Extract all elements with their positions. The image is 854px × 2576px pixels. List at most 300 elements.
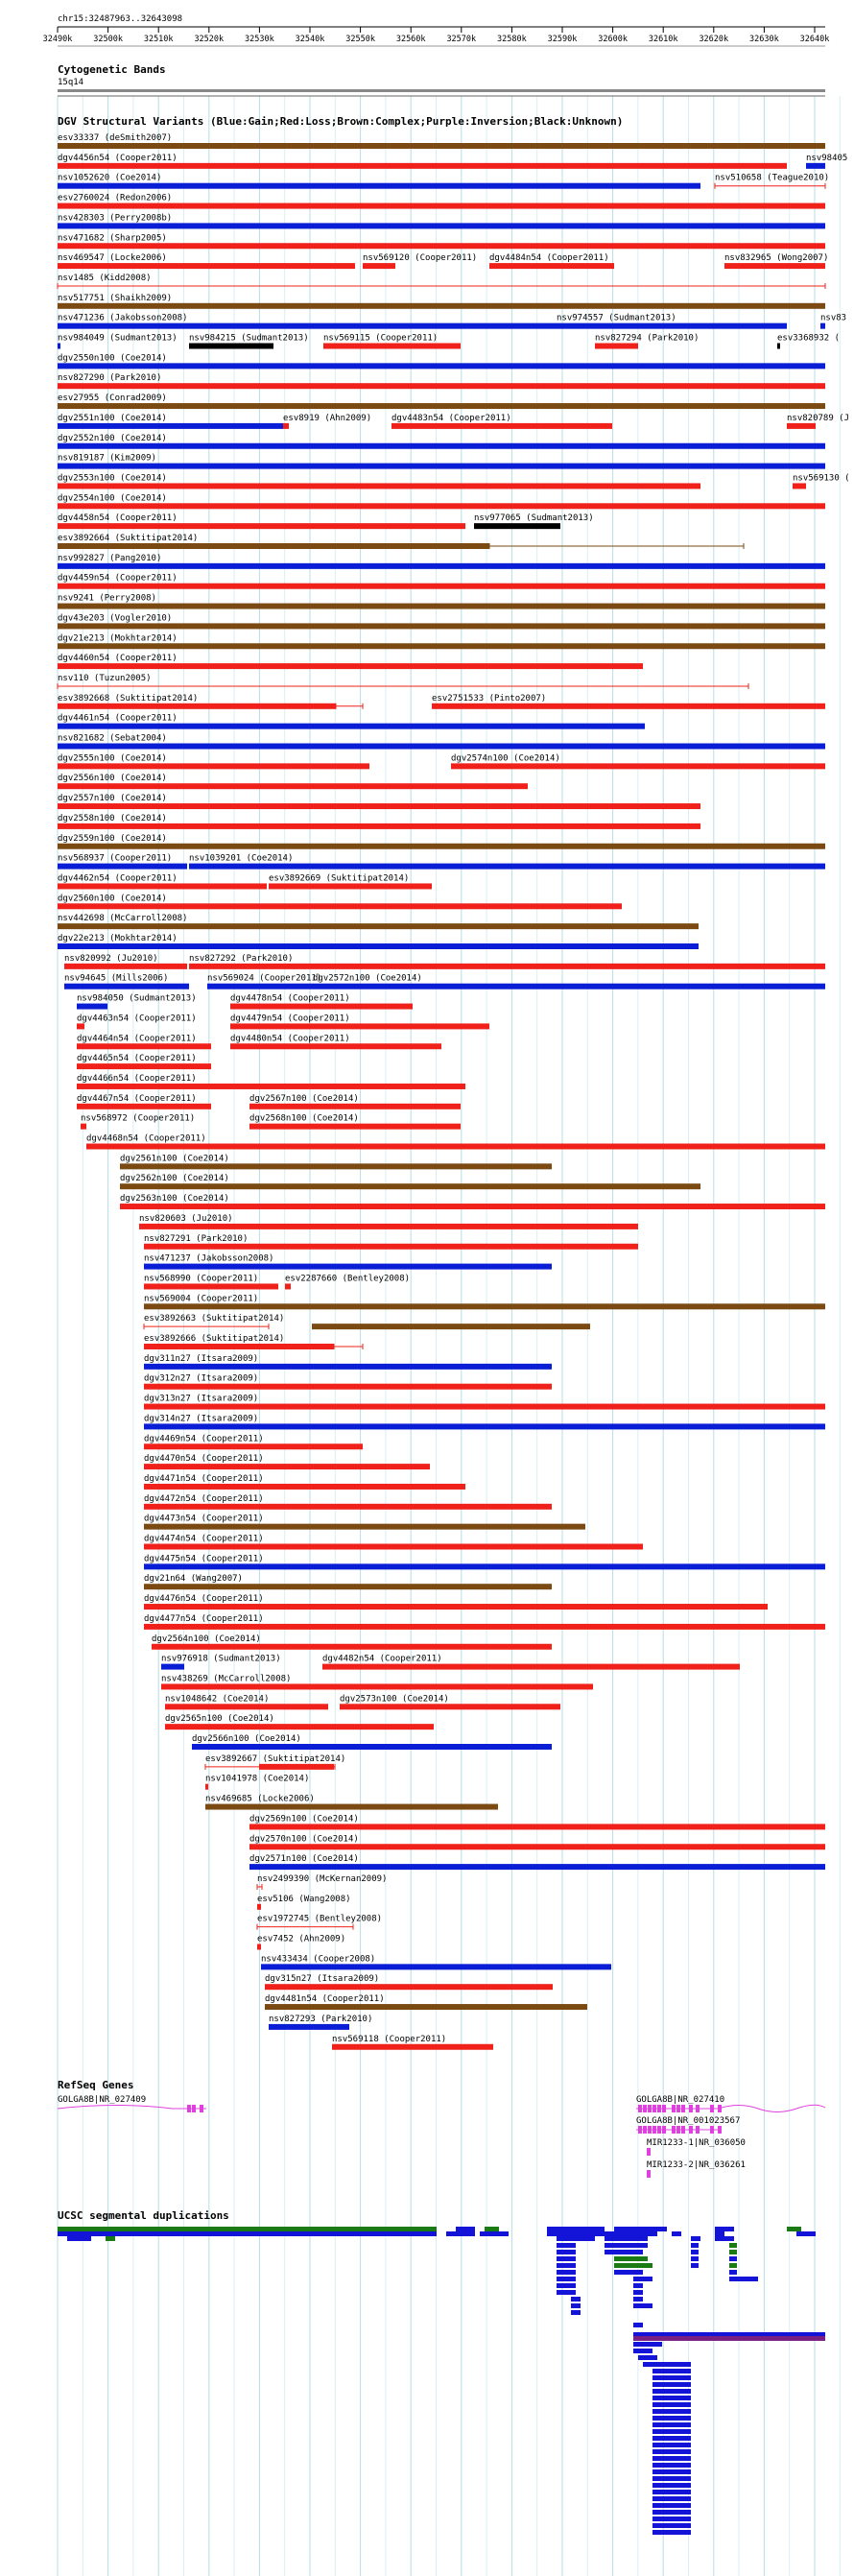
ruler-tick-label: 32620k [699, 35, 729, 44]
dgv-feature-label: dgv2569n100 (Coe2014) [249, 1814, 359, 1825]
dgv-feature[interactable] [58, 383, 825, 389]
dgv-feature[interactable] [144, 1344, 334, 1349]
dgv-row [58, 314, 846, 329]
ruler-tick-label: 32600k [598, 35, 628, 44]
dgv-feature-label: dgv4478n54 (Cooper2011) [230, 993, 350, 1004]
refseq-gene[interactable] [636, 2095, 825, 2112]
dgv-feature-label: dgv2551n100 (Coe2014) [58, 413, 167, 423]
dgv-row [332, 2035, 493, 2050]
dgv-row [144, 1515, 585, 1530]
dgv-feature[interactable] [58, 223, 825, 228]
dgv-feature-label: nsv1039201 (Coe2014) [189, 853, 294, 864]
segdup-feature[interactable] [633, 2323, 643, 2327]
segdup-feature[interactable] [638, 2355, 657, 2360]
dgv-feature[interactable] [165, 1704, 328, 1709]
dgv-feature-label: dgv4477n54 (Cooper2011) [144, 1613, 264, 1624]
dgv-feature[interactable] [192, 1744, 552, 1750]
dgv-feature[interactable] [313, 984, 825, 990]
dgv-feature[interactable] [257, 1904, 261, 1910]
dgv-feature[interactable] [285, 1283, 291, 1289]
dgv-feature[interactable] [58, 704, 336, 709]
segdup-feature[interactable] [557, 2236, 595, 2241]
dgv-feature[interactable] [77, 1063, 211, 1069]
segdup-feature[interactable] [715, 2236, 734, 2241]
gene-exon [696, 2126, 700, 2134]
dgv-feature-label: dgv4479n54 (Cooper2011) [230, 1014, 350, 1024]
segdup-feature[interactable] [614, 2263, 652, 2268]
dgv-feature[interactable] [806, 163, 825, 169]
gene-intron [718, 2105, 825, 2111]
dgv-feature[interactable] [58, 903, 622, 909]
dgv-feature-label: nsv510658 (Teague2010) [715, 173, 830, 183]
dgv-row [257, 1874, 387, 1890]
dgv-feature[interactable] [58, 724, 645, 729]
dgv-feature[interactable] [144, 1624, 825, 1630]
dgv-feature[interactable] [77, 1084, 465, 1089]
segdup-feature[interactable] [652, 2429, 691, 2434]
dgv-feature[interactable] [332, 2044, 493, 2050]
segdup-feature[interactable] [652, 2382, 691, 2387]
cytoband-track-title[interactable]: Cytogenetic Bands [58, 63, 166, 76]
segdup-feature[interactable] [715, 2227, 734, 2231]
dgv-feature-label: dgv4481n54 (Cooper2011) [265, 1994, 385, 2005]
segdup-feature[interactable] [652, 2490, 691, 2494]
dgv-row [58, 194, 825, 209]
dgv-feature-label: nsv984049 (Sudmant2013) [58, 333, 178, 344]
gene-exon [647, 2148, 651, 2156]
dgv-feature[interactable] [269, 2024, 349, 2030]
segdup-feature[interactable] [652, 2503, 691, 2508]
segdup-feature[interactable] [67, 2236, 91, 2241]
dgv-feature[interactable] [139, 1224, 638, 1229]
segdup-feature[interactable] [691, 2236, 700, 2241]
dgv-row [161, 1655, 740, 1670]
dgv-feature-label: esv1972745 (Bentley2008) [257, 1914, 383, 1924]
segdup-feature[interactable] [633, 2336, 825, 2341]
segdup-feature[interactable] [446, 2231, 475, 2236]
segdup-feature[interactable] [633, 2283, 643, 2288]
gene-exon [662, 2105, 666, 2112]
dgv-row [77, 1014, 489, 1029]
dgv-feature-label: nsv438269 (McCarroll2008) [161, 1674, 292, 1684]
dgv-feature[interactable] [77, 1104, 211, 1109]
cytoband-label: 15q14 [58, 78, 84, 87]
dgv-feature[interactable] [322, 1664, 740, 1670]
segdup-feature[interactable] [652, 2369, 691, 2373]
ruler-tick-label: 32590k [547, 35, 578, 44]
segdup-feature[interactable] [652, 2510, 691, 2515]
dgv-feature[interactable] [312, 1324, 590, 1329]
dgv-feature[interactable] [144, 1504, 552, 1510]
segdup-feature[interactable] [652, 2422, 691, 2427]
dgv-feature[interactable] [58, 543, 489, 549]
dgv-feature[interactable] [144, 1264, 552, 1270]
dgv-row [64, 954, 825, 969]
segdup-track-title[interactable]: UCSC segmental duplications [58, 2209, 229, 2222]
gene-exon [689, 2105, 693, 2112]
dgv-row [144, 1354, 552, 1370]
dgv-feature-label: dgv21e213 (Mokhtar2014) [58, 633, 178, 644]
dgv-feature-label: dgv314n27 (Itsara2009) [144, 1414, 259, 1424]
gene-exon [648, 2105, 652, 2112]
segdup-feature[interactable] [557, 2256, 576, 2261]
segdup-feature[interactable] [652, 2476, 691, 2481]
refseq-gene[interactable] [647, 2160, 746, 2178]
gene-exon [647, 2170, 651, 2178]
dgv-track-title[interactable]: DGV Structural Variants (Blue:Gain;Red:Loss;Brown:Complex;Purple:Inversion;Black:Unknown) [58, 115, 624, 128]
segdup-feature[interactable] [729, 2243, 737, 2248]
segdup-feature[interactable] [787, 2227, 801, 2231]
cytoband-bar[interactable] [58, 89, 825, 92]
segdup-feature[interactable] [633, 2290, 643, 2295]
segdup-feature[interactable] [614, 2227, 667, 2231]
segdup-feature[interactable] [557, 2250, 576, 2254]
dgv-feature[interactable] [323, 344, 461, 349]
dgv-feature[interactable] [77, 1043, 211, 1049]
dgv-feature-label: dgv4456n54 (Cooper2011) [58, 153, 178, 163]
segdup-feature[interactable] [485, 2227, 499, 2231]
segdup-feature[interactable] [633, 2277, 652, 2281]
segdup-feature[interactable] [557, 2277, 576, 2281]
dgv-feature[interactable] [120, 1163, 552, 1169]
dgv-feature[interactable] [58, 923, 699, 929]
segdup-feature[interactable] [729, 2277, 758, 2281]
dgv-feature-label: dgv2566n100 (Coe2014) [192, 1734, 301, 1744]
dgv-feature[interactable] [58, 143, 825, 149]
ruler-tick-label: 32560k [395, 35, 426, 44]
dgv-feature-label: dgv4458n54 (Cooper2011) [58, 513, 178, 524]
dgv-feature[interactable] [259, 1764, 334, 1770]
dgv-feature[interactable] [557, 323, 787, 329]
dgv-feature-label: dgv311n27 (Itsara2009) [144, 1353, 259, 1364]
gene-exon [681, 2105, 685, 2112]
dgv-feature[interactable] [58, 243, 825, 249]
dgv-feature-label: dgv2558n100 (Coe2014) [58, 813, 167, 823]
dgv-feature[interactable] [283, 423, 289, 429]
dgv-row [58, 694, 825, 709]
dgv-feature[interactable] [144, 1423, 825, 1429]
dgv-feature[interactable] [230, 1023, 489, 1029]
segdup-feature[interactable] [480, 2231, 509, 2236]
dgv-feature-label: esv27955 (Conrad2009) [58, 394, 167, 404]
segdup-feature[interactable] [58, 2227, 249, 2231]
dgv-feature[interactable] [58, 303, 825, 309]
dgv-feature[interactable] [144, 1364, 552, 1370]
dgv-feature[interactable] [230, 1004, 413, 1010]
dgv-feature[interactable] [144, 1404, 825, 1410]
refseq-track [58, 2095, 825, 2178]
dgv-feature[interactable] [58, 203, 825, 209]
ruler-tick-label: 32630k [749, 35, 779, 44]
dgv-feature[interactable] [249, 1864, 825, 1870]
segdup-feature[interactable] [557, 2270, 576, 2275]
dgv-feature[interactable] [58, 523, 465, 529]
dgv-feature-label: nsv992827 (Pang2010) [58, 553, 162, 563]
dgv-feature[interactable] [189, 864, 825, 870]
segdup-feature[interactable] [633, 2349, 652, 2353]
dgv-row [58, 674, 748, 689]
segdup-feature[interactable] [557, 2290, 576, 2295]
segdup-feature[interactable] [729, 2256, 737, 2261]
segdup-feature[interactable] [633, 2342, 662, 2347]
segdup-feature[interactable] [605, 2250, 643, 2254]
segdup-feature[interactable] [715, 2231, 724, 2236]
dgv-row [58, 454, 825, 469]
dgv-feature[interactable] [120, 1204, 825, 1209]
dgv-feature[interactable] [451, 763, 825, 769]
dgv-feature[interactable] [144, 1604, 768, 1610]
gene-exon [192, 2105, 196, 2112]
dgv-feature-label: nsv110 (Tuzun2005) [58, 673, 152, 683]
segdup-feature[interactable] [652, 2530, 691, 2535]
dgv-feature[interactable] [144, 1584, 552, 1589]
dgv-feature[interactable] [340, 1704, 560, 1709]
dgv-row [58, 473, 850, 489]
segdup-feature[interactable] [652, 2436, 691, 2441]
dgv-feature[interactable] [144, 1303, 825, 1309]
dgv-feature[interactable] [58, 503, 825, 509]
dgv-feature[interactable] [58, 423, 283, 429]
dgv-row [58, 633, 825, 649]
dgv-feature-label: dgv2556n100 (Coe2014) [58, 774, 167, 784]
dgv-feature[interactable] [432, 704, 825, 709]
dgv-feature[interactable] [58, 163, 787, 169]
dgv-feature[interactable] [787, 423, 816, 429]
dgv-feature[interactable] [58, 584, 825, 589]
dgv-feature[interactable] [820, 323, 825, 329]
dgv-feature[interactable] [161, 1664, 184, 1670]
refseq-gene[interactable] [647, 2138, 746, 2156]
dgv-feature[interactable] [58, 464, 825, 469]
segdup-feature[interactable] [729, 2250, 737, 2254]
dgv-feature[interactable] [489, 263, 614, 269]
dgv-feature[interactable] [249, 1824, 825, 1829]
dgv-feature[interactable] [793, 483, 806, 489]
dgv-feature[interactable] [230, 1043, 441, 1049]
segdup-feature[interactable] [571, 2303, 581, 2308]
dgv-row [58, 294, 825, 309]
segdup-feature[interactable] [652, 2396, 691, 2400]
dgv-feature[interactable] [474, 523, 560, 529]
segdup-feature[interactable] [652, 2375, 691, 2380]
dgv-feature[interactable] [58, 803, 700, 809]
segdup-feature[interactable] [652, 2523, 691, 2528]
dgv-feature[interactable] [144, 1484, 465, 1490]
dgv-row [58, 253, 828, 269]
dgv-row [205, 1775, 309, 1790]
dgv-feature[interactable] [77, 1023, 84, 1029]
segdup-feature[interactable] [652, 2362, 691, 2367]
dgv-feature-label: nsv827292 (Park2010) [189, 953, 294, 964]
segdup-feature[interactable] [571, 2310, 581, 2315]
dgv-row [144, 1554, 825, 1569]
dgv-feature[interactable] [81, 1124, 86, 1130]
dgv-feature[interactable] [595, 344, 638, 349]
segdup-feature[interactable] [614, 2270, 643, 2275]
dgv-row [139, 1214, 638, 1229]
segdup-feature[interactable] [652, 2456, 691, 2461]
dgv-feature[interactable] [58, 443, 825, 449]
segdup-feature[interactable] [652, 2483, 691, 2488]
segdup-feature[interactable] [691, 2250, 699, 2254]
refseq-gene-label: MIR1233-2|NR_036261 [647, 2160, 746, 2170]
dgv-feature[interactable] [144, 1563, 825, 1569]
dgv-feature[interactable] [724, 263, 825, 269]
segdup-feature[interactable] [652, 2449, 691, 2454]
dgv-feature[interactable] [189, 344, 273, 349]
segdup-feature[interactable] [796, 2231, 816, 2236]
ruler-tick-label: 32490k [42, 35, 73, 44]
dgv-feature[interactable] [144, 1524, 585, 1530]
segdup-feature[interactable] [652, 2469, 691, 2474]
dgv-row [58, 613, 825, 629]
dgv-row [58, 814, 700, 829]
dgv-feature[interactable] [777, 344, 780, 349]
segdup-feature[interactable] [691, 2263, 699, 2268]
dgv-feature[interactable] [64, 984, 189, 990]
segdup-feature[interactable] [106, 2236, 115, 2241]
segdup-feature[interactable] [557, 2243, 576, 2248]
dgv-feature[interactable] [58, 344, 60, 349]
dgv-feature-label: nsv469547 (Locke2006) [58, 253, 167, 264]
dgv-row [144, 1494, 552, 1510]
dgv-feature[interactable] [261, 1964, 611, 1969]
segdup-feature[interactable] [652, 2389, 691, 2394]
dgv-row [58, 873, 432, 889]
dgv-feature[interactable] [144, 1544, 643, 1550]
segdup-feature[interactable] [557, 2263, 576, 2268]
dgv-feature[interactable] [58, 663, 643, 669]
dgv-feature[interactable] [205, 1784, 208, 1790]
dgv-feature[interactable] [58, 744, 825, 750]
dgv-feature[interactable] [269, 883, 432, 889]
dgv-feature[interactable] [58, 643, 825, 649]
segdup-feature[interactable] [557, 2283, 576, 2288]
segdup-feature[interactable] [652, 2402, 691, 2407]
dgv-feature-label: nsv568972 (Cooper2011) [81, 1113, 196, 1124]
dgv-feature[interactable] [144, 1384, 552, 1390]
dgv-row [58, 133, 825, 149]
dgv-row [58, 854, 825, 870]
dgv-feature[interactable] [363, 263, 395, 269]
dgv-feature[interactable] [144, 1244, 638, 1250]
dgv-feature[interactable] [86, 1144, 825, 1150]
dgv-feature[interactable] [189, 964, 825, 969]
segdup-feature[interactable] [729, 2270, 737, 2275]
dgv-feature-label: nsv976918 (Sudmant2013) [161, 1654, 281, 1664]
dgv-feature[interactable] [207, 984, 313, 990]
dgv-feature-label: nsv569115 (Cooper2011) [323, 333, 439, 344]
segdup-feature[interactable] [605, 2231, 657, 2236]
ruler-tick-label: 32640k [799, 35, 830, 44]
dgv-feature-label: dgv2562n100 (Coe2014) [120, 1174, 229, 1184]
segdup-feature[interactable] [691, 2243, 699, 2248]
dgv-feature[interactable] [391, 423, 612, 429]
dgv-feature[interactable] [58, 823, 700, 829]
refseq-track-title[interactable]: RefSeq Genes [58, 2079, 134, 2091]
dgv-row [265, 1974, 553, 1990]
dgv-feature[interactable] [58, 943, 699, 949]
segdup-feature[interactable] [605, 2243, 648, 2248]
refseq-gene-label: GOLGA8B|NR_027409 [58, 2095, 147, 2105]
segdup-feature[interactable] [633, 2303, 652, 2308]
ruler-tick-label: 32580k [497, 35, 527, 44]
dgv-feature[interactable] [161, 1683, 593, 1689]
dgv-feature-label: dgv4459n54 (Cooper2011) [58, 573, 178, 584]
ruler-tick-label: 32610k [648, 35, 678, 44]
dgv-feature-label: esv2751533 (Pinto2007) [432, 693, 547, 704]
dgv-feature[interactable] [120, 1183, 700, 1189]
segdup-feature[interactable] [691, 2256, 699, 2261]
dgv-feature[interactable] [144, 1283, 278, 1289]
segdup-feature[interactable] [456, 2227, 475, 2231]
dgv-feature[interactable] [58, 864, 187, 870]
segdup-feature[interactable] [633, 2297, 643, 2302]
dgv-feature[interactable] [144, 1443, 363, 1449]
segdup-feature[interactable] [202, 2231, 437, 2236]
segdup-feature[interactable] [614, 2256, 648, 2261]
segdup-feature[interactable] [672, 2231, 681, 2236]
dgv-feature[interactable] [58, 623, 825, 629]
dgv-feature[interactable] [205, 1804, 498, 1810]
dgv-feature[interactable] [249, 1104, 461, 1109]
dgv-feature[interactable] [58, 604, 825, 609]
dgv-feature[interactable] [249, 1844, 825, 1849]
segdup-feature[interactable] [652, 2416, 691, 2421]
dgv-feature[interactable] [58, 563, 825, 569]
segdup-feature[interactable] [652, 2443, 691, 2447]
segdup-feature[interactable] [652, 2516, 691, 2521]
dgv-feature[interactable] [265, 1984, 553, 1990]
segdup-feature[interactable] [547, 2227, 605, 2231]
segdup-feature[interactable] [58, 2231, 202, 2236]
dgv-feature[interactable] [58, 483, 700, 489]
dgv-feature[interactable] [58, 363, 825, 369]
dgv-row [77, 1054, 211, 1069]
dgv-feature[interactable] [58, 763, 369, 769]
dgv-feature[interactable] [249, 1124, 461, 1130]
dgv-feature[interactable] [58, 783, 528, 789]
dgv-row [58, 794, 700, 809]
dgv-feature[interactable] [58, 183, 700, 189]
dgv-feature-label: esv7452 (Ahn2009) [257, 1934, 346, 1944]
dgv-feature[interactable] [64, 964, 187, 969]
segdup-feature[interactable] [652, 2409, 691, 2414]
segdup-feature[interactable] [245, 2227, 437, 2231]
dgv-row [144, 1535, 643, 1550]
dgv-feature[interactable] [77, 1004, 107, 1010]
segdup-feature[interactable] [605, 2236, 648, 2241]
dgv-feature[interactable] [58, 883, 267, 889]
ruler-ticks [43, 27, 830, 44]
dgv-feature[interactable] [58, 323, 557, 329]
dgv-feature[interactable] [152, 1644, 552, 1650]
dgv-feature[interactable] [58, 844, 825, 849]
dgv-feature[interactable] [58, 403, 825, 409]
dgv-feature-label: nsv569130 ( [793, 473, 850, 484]
dgv-feature-label: esv2287660 (Bentley2008) [285, 1274, 411, 1284]
dgv-feature[interactable] [144, 1464, 430, 1469]
segdup-feature[interactable] [652, 2496, 691, 2501]
dgv-feature-label: nsv2499390 (McKernan2009) [257, 1873, 388, 1884]
dgv-feature[interactable] [257, 1944, 261, 1950]
segdup-feature[interactable] [729, 2263, 737, 2268]
dgv-feature[interactable] [265, 2004, 587, 2010]
dgv-feature[interactable] [58, 263, 355, 269]
segdup-feature[interactable] [652, 2463, 691, 2468]
segdup-feature[interactable] [571, 2297, 581, 2302]
dgv-feature[interactable] [165, 1724, 434, 1729]
